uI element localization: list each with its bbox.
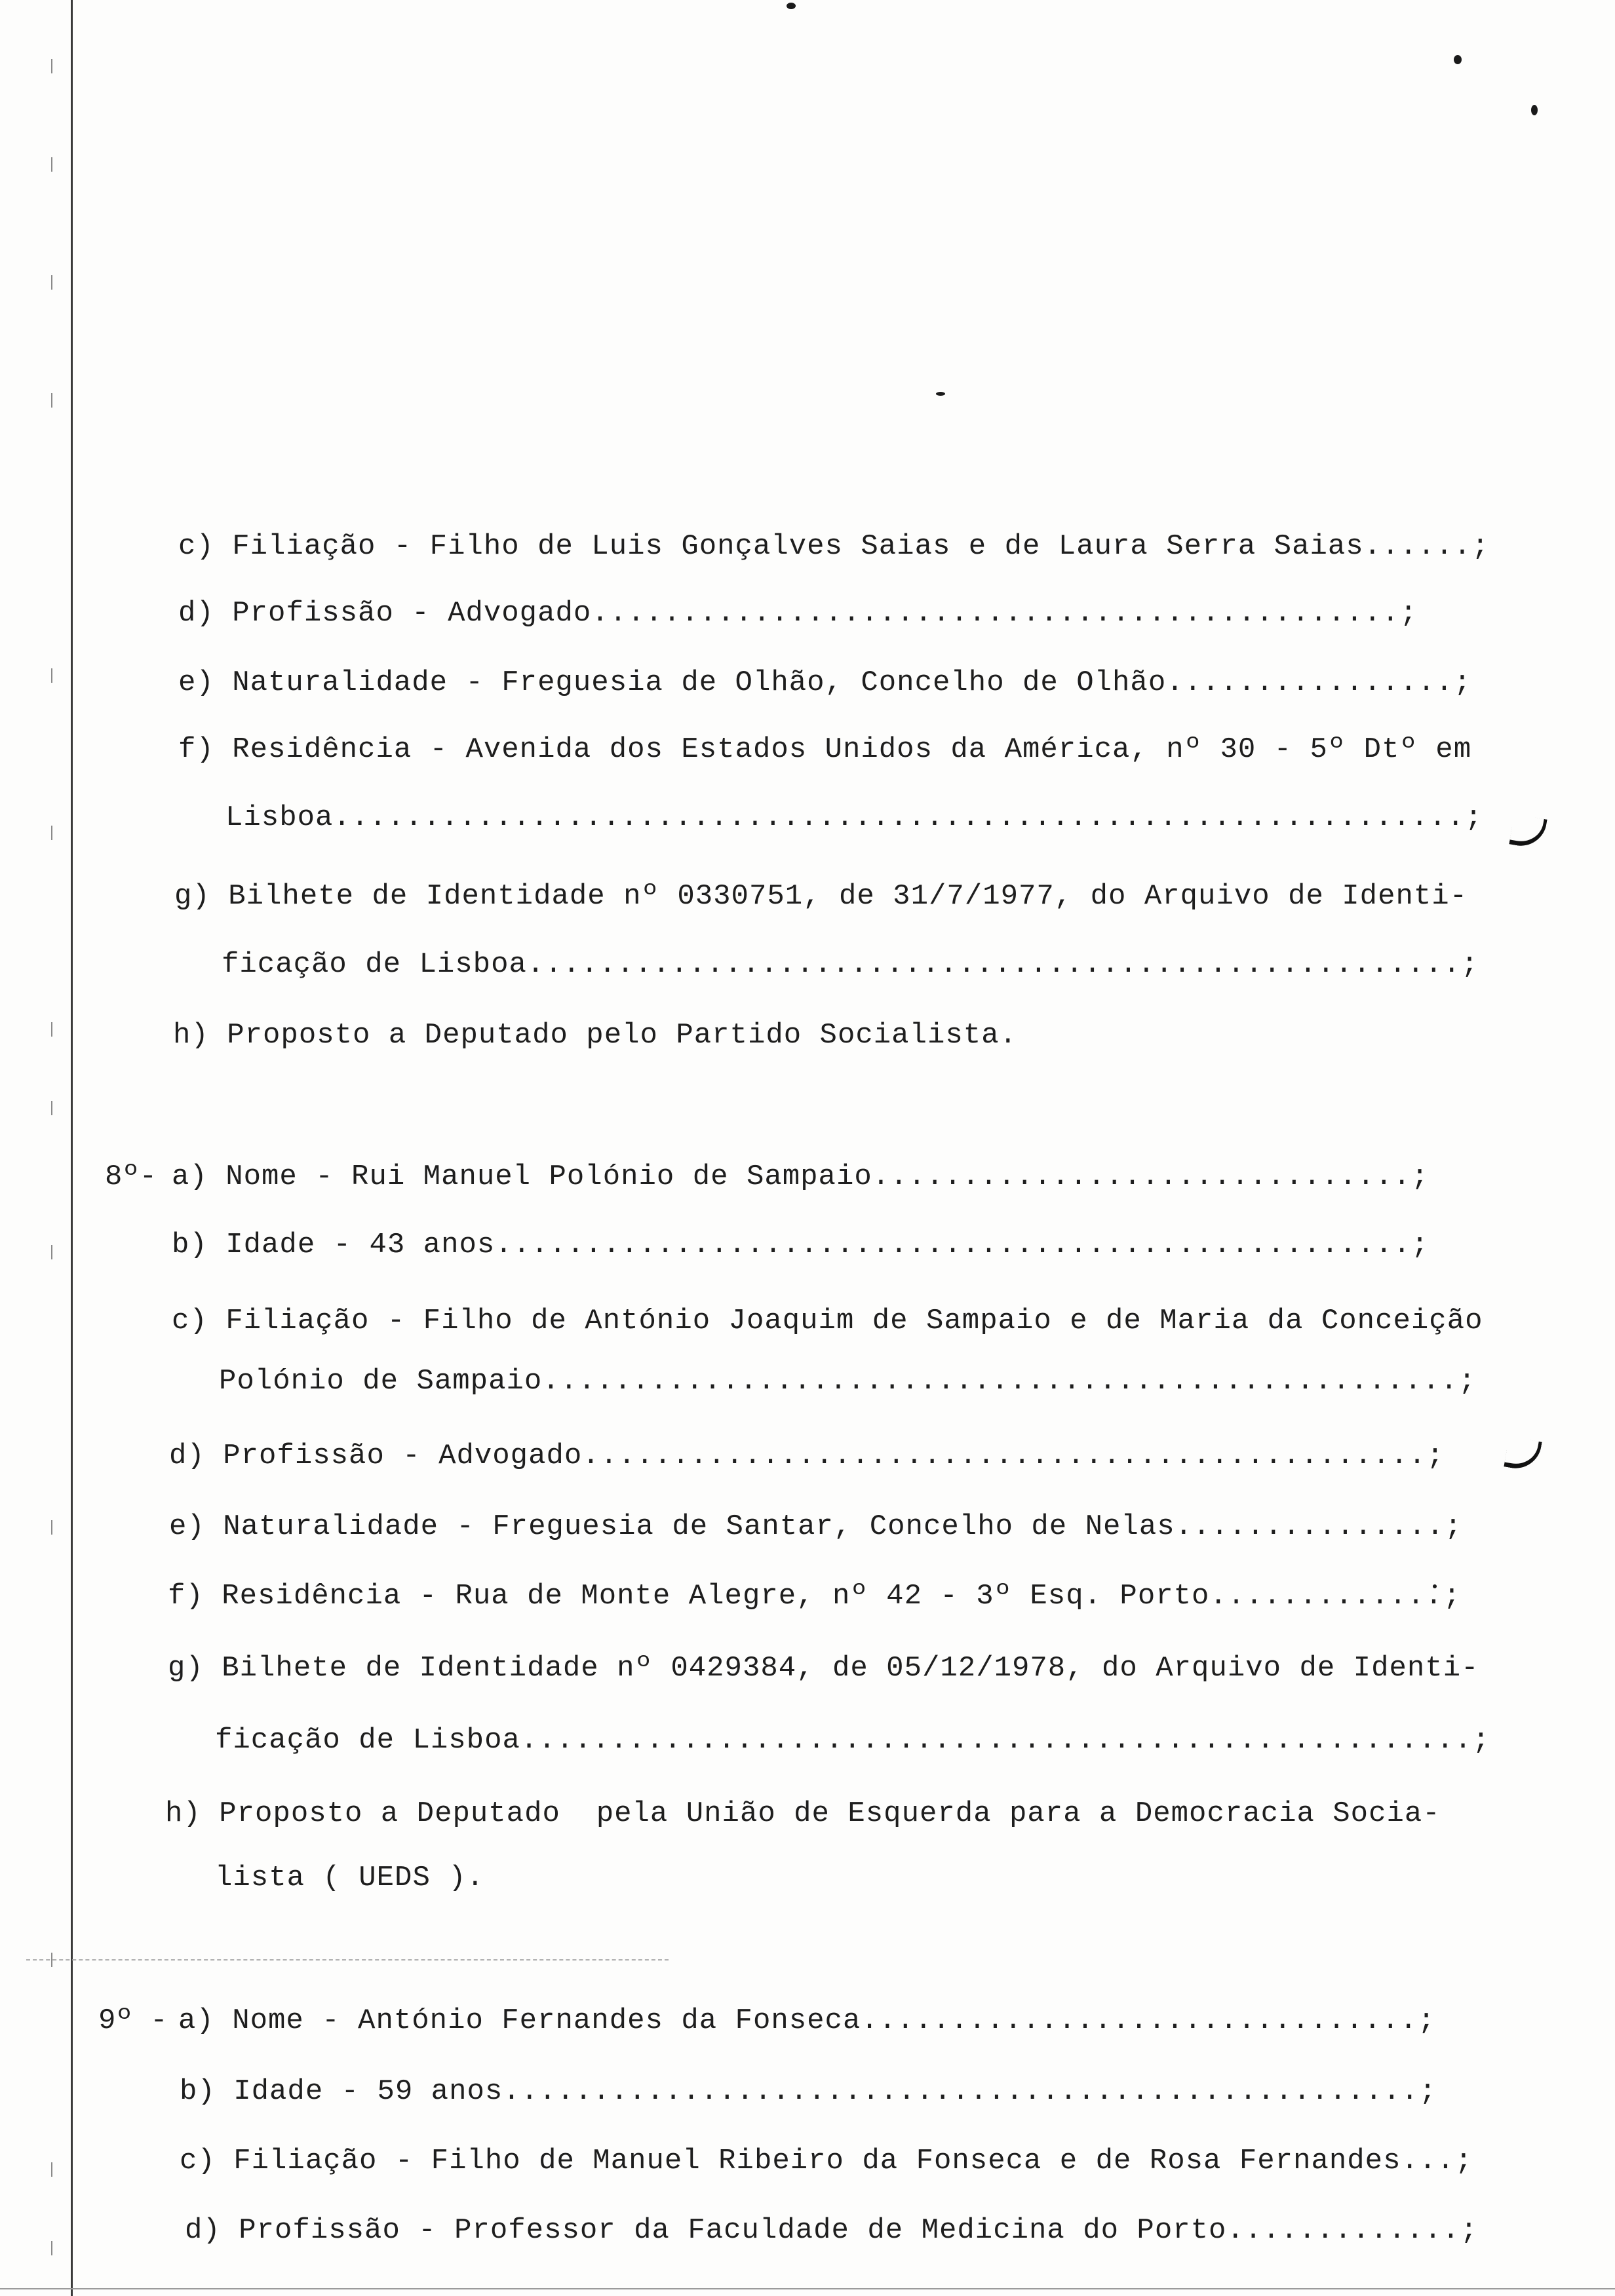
entry7-proposto: h) Proposto a Deputado pelo Partido Socialista. [173, 1019, 1018, 1052]
ink-dot [1454, 55, 1462, 64]
ink-dot [787, 3, 796, 9]
entry8-bilhete-1: g) Bilhete de Identidade nº 0429384, de 05/12/1978, do Arquivo de Identi- [168, 1652, 1479, 1685]
entry8-proposto-1: h) Proposto a Deputado pela União de Esquerda para a Democracia Socia- [165, 1797, 1441, 1830]
entry9-nome: a) Nome - António Fernandes da Fonseca...............................; [178, 2004, 1436, 2037]
ink-dot [936, 392, 945, 396]
entry7-filiacao: c) Filiação - Filho de Luis Gonçalves Saias e de Laura Serra Saias......; [178, 530, 1490, 563]
entry7-bilhete-2: ficação de Lisboa....................................................; [222, 948, 1479, 981]
entry8-naturalidade: e) Naturalidade - Freguesia de Santar, Concelho de Nelas...............; [169, 1510, 1463, 1543]
left-margin-rule [71, 0, 73, 2296]
entry7-profissao: d) Profissão - Advogado.............................................; [178, 597, 1418, 630]
entry8-nome: a) Nome - Rui Manuel Polónio de Sampaio..............................; [172, 1160, 1430, 1193]
entry9-filiacao: c) Filiação - Filho de Manuel Ribeiro da Fonseca e de Rosa Fernandes...; [180, 2145, 1473, 2177]
entry8-residencia: f) Residência - Rua de Monte Alegre, nº 42 - 3º Esq. Porto.............; [168, 1580, 1462, 1613]
entry8-proposto-2: lista ( UEDS ). [215, 1862, 485, 1894]
ink-hook-mark [1504, 1436, 1542, 1472]
ink-hook-mark [1509, 814, 1547, 850]
margin-ticks [39, 0, 66, 2296]
entry7-bilhete-1: g) Bilhete de Identidade nº 0330751, de 31/7/1977, do Arquivo de Identi- [174, 880, 1468, 913]
entry8-profissao: d) Profissão - Advogado...............................................; [169, 1440, 1445, 1472]
separator-dashes [26, 1959, 669, 1962]
entry9-idade: b) Idade - 59 anos...................................................; [180, 2075, 1437, 2108]
entry8-filiacao-2: Polónio de Sampaio...................................................; [219, 1365, 1477, 1398]
bottom-edge-rule [0, 2288, 1615, 2289]
entry7-naturalidade: e) Naturalidade - Freguesia de Olhão, Concelho de Olhão................; [178, 666, 1472, 699]
entry7-residencia-2: Lisboa...............................................................; [225, 801, 1483, 834]
entry8-bilhete-2: ficação de Lisboa.....................................................; [215, 1724, 1490, 1757]
entry8-idade: b) Idade - 43 anos...................................................; [172, 1229, 1430, 1261]
entry9-number: 9º - [98, 2004, 168, 2037]
entry8-filiacao-1: c) Filiação - Filho de António Joaquim de Sampaio e de Maria da Conceição [172, 1305, 1483, 1337]
entry7-residencia-1: f) Residência - Avenida dos Estados Unidos da América, nº 30 - 5º Dtº em [178, 733, 1472, 766]
entry8-number: 8º- [105, 1160, 157, 1193]
entry9-profissao: d) Profissão - Professor da Faculdade de Medicina do Porto.............; [185, 2214, 1479, 2247]
ink-dot [1531, 105, 1538, 115]
